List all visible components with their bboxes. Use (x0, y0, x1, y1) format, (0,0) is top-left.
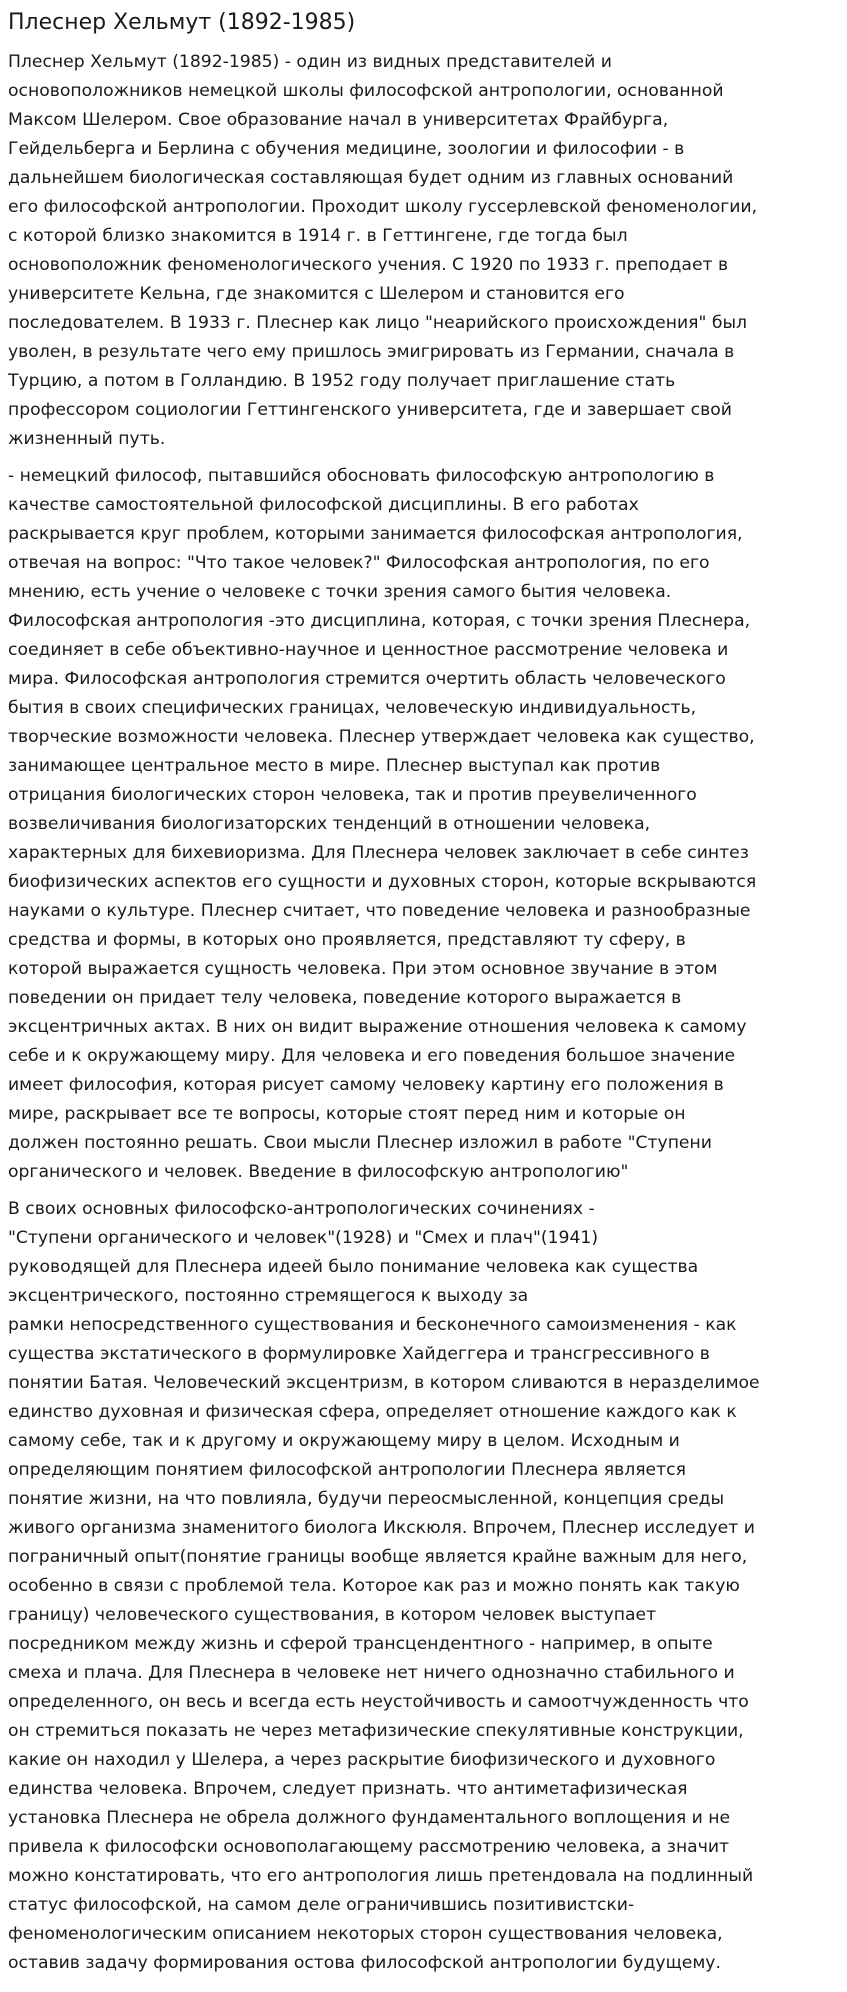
paragraph-works: В своих основных философско-антропологических сочинениях - "Ступени органического и человек"(1928) и "Смех и плач"(1941) руководящей для Плеснера идеей было понимание человека как существа эксцентрического, постоянно стремящегося к выходу за рамки непосредственного существования и бесконечного самоизменения - как существа экстатического в формулировке Хайдеггера и трансгрессивного в понятии Батая. Человеческий эксцентризм, в котором сливаются в неразделимое единство духовная и физическая сфера, определяет отношение каждого как к самому себе, так и к другому и окружающему миру в целом. Исходным и определяющим понятием философской антропологии Плеснера является понятие жизни, на что повлияла, будучи переосмысленной, концепция среды живого организма знаменитого биолога Икскюля. Впрочем, Плеснер исследует и пограничный опыт(понятие границы вообще является крайне важным для него, особенно в связи с проблемой тела. Которое как раз и можно понять как такую границу) человеческого существования, в котором человек выступает посредником между жизнь и сферой трансцендентного - например, в опыте смеха и плача. Для Плеснера в человеке нет ничего однозначно стабильного и определенного, он весь и всегда есть неустойчивость и самоотчужденность что он стремиться показать не через метафизические спекулятивные конструкции, какие он находил у Шелера, а через раскрытие биофизического и духовного единства человека. Впрочем, следует признать. что антиметафизическая установка Плеснера не обрела должного фундаментального воплощения и не привела к философски основополагающему рассмотрению человека, а значит можно констатировать, что его антропология лишь претендовала на подлинный статус философской, на самом деле ограничившись позитивистски- феноменологическим описанием некоторых сторон существования человека, оставив задачу формирования остова философской антропологии будущему. (8, 1199, 760, 1973)
paragraph-philosophy: - немецкий философ, пытавшийся обосновать философскую антропологию в качестве самостоятельной философской дисциплины. В его работах раскрывается круг проблем, которыми занимается философская антропология, отвечая на вопрос: "Что такое человек?" Философская антропология, по его мнению, есть учение о человеке с точки зрения самого бытия человека. Философская антропология -это дисциплина, которая, с точки зрения Плеснера, соединяет в себе объективно-научное и ценностное рассмотрение человека и мира. Философская антропология стремится очертить область человеческого бытия в своих специфических границах, человеческую индивидуальность, творческие возможности человека. Плеснер утверждает человека как существо, занимающее центральное место в мире. Плеснер выступал как против отрицания биологических сторон человека, так и против преувеличенного возвеличивания биологизаторских тенденций в отношении человека, характерных для бихевиоризма. Для Плеснера человек заключает в себе синтез биофизических аспектов его сущности и духовных сторон, которые вскрываются науками о культуре. Плеснер считает, что поведение человека и разнообразные средства и формы, в которых оно проявляется, представляют ту сферу, в которой выражается сущность человека. При этом основное звучание в этом поведении он придает телу человека, поведение которого выражается в эксцентричных актах. В них он видит выражение отношения человека к самому себе и к окружающему миру. Для человека и его поведения большое значение имеет философия, которая рисует самому человеку картину его положения в мире, раскрывает все те вопросы, которые стоят перед ним и которые он должен постоянно решать. Свои мысли Плеснер изложил в работе "Ступени органического и человек. Введение в философскую антропологию" (8, 466, 757, 1182)
paragraph-biography: Плеснер Хельмут (1892-1985) - один из видных представителей и основоположников немецкой школы философской антропологии, основанной Максом Шелером. Свое образование начал в университетах Фрайбурга, Гейдельберга и Берлина с обучения медицине, зоологии и философии - в дальнейшем биологическая составляющая будет одним из главных оснований его философской антропологии. Проходит школу гуссерлевской феноменологии, с которой близко знакомится в 1914 г. в Геттингене, где тогда был основоположник феноменологического учения. С 1920 по 1933 г. преподает в университете Кельна, где знакомится с Шелером и становится его последователем. В 1933 г. Плеснер как лицо "неарийского происхождения" был уволен, в результате чего ему пришлось эмигрировать из Германии, сначала в Турцию, а потом в Голландию. В 1952 году получает приглашение стать профессором социологии Геттингенского университета, где и завершает свой жизненный путь. (8, 52, 758, 449)
page-title: Плеснер Хельмут (1892-1985) (8, 10, 356, 35)
